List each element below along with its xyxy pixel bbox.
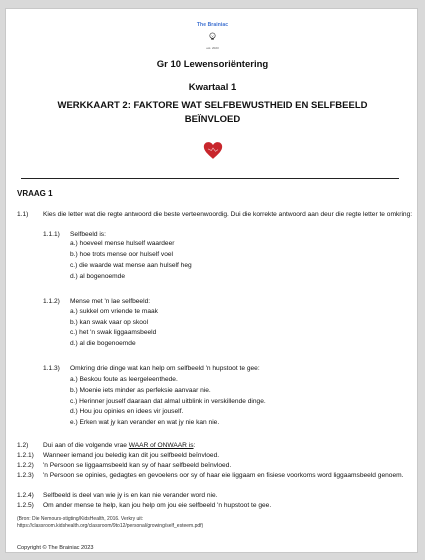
q1-2-4-number: 1.2.4) [17, 492, 34, 499]
option-item: c.) die waarde wat mense aan hulself heg [70, 262, 192, 269]
term-title: Kwartaal 1 [188, 82, 237, 93]
logo-tagline: est. 2023 [206, 46, 219, 50]
statement-item: Selfbeeld is deel van wie jy is en kan nie verander word nie. [43, 492, 218, 499]
q1-2-1-number: 1.2.1) [17, 452, 34, 459]
q1-2-instruction-suffix: : [193, 442, 196, 449]
option-item: d.) Hou jou opinies en idees vir jouself. [70, 408, 184, 415]
q1-1-1-stem: Selfbeeld is: [70, 231, 106, 238]
grade-title: Gr 10 Lewensoriëntering [156, 59, 269, 70]
brainiac-logo [6, 22, 419, 50]
option-item: c.) Herinner jouself daaraan dat almal uitblink in verskillende dinge. [70, 398, 266, 405]
option-item: a.) hoeveel mense hulself waardeer [70, 240, 175, 247]
option-item: b.) Moenie iets minder as perfeksie aanvaar nie. [70, 387, 211, 394]
option-item: b.) kan swak vaar op skool [70, 319, 149, 326]
worksheet-page [5, 8, 418, 553]
q1-2-instruction-emphasis: WAAR of ONWAAR is [128, 442, 194, 449]
lightbulb-logo-icon [208, 32, 217, 41]
q1-1-2-stem: Mense met 'n lae selfbeeld: [70, 298, 151, 305]
statement-item: 'n Persoon se opinies, gedagtes en gevoelens oor sy of haar eie liggaam en fisiese voorkoms word liggaamsbeeld genoem. [43, 472, 404, 479]
statement-item: Wanneer iemand jou beledig kan dit jou selfbeeld beïnvloed. [43, 452, 220, 459]
divider [21, 178, 399, 179]
section-heading: VRAAG 1 [17, 189, 53, 198]
option-item: e.) Erken wat jy kan verander en wat jy nie kan nie. [70, 419, 220, 426]
option-item: a.) sukkel om vriende te maak [70, 308, 158, 315]
source-url: https://classroom.kidshealth.org/classroom/9to12/personal/growing/self_esteem.pdf) [17, 523, 204, 529]
option-item: d.) al bogenoemde [70, 273, 125, 280]
statement-item: Om ander mense te help, kan jou help om jou eie selfbeeld 'n hupstoot te gee. [43, 502, 272, 509]
q1-1-3-stem: Omkring drie dinge wat kan help om selfbeeld 'n hupstoot te gee: [70, 365, 260, 372]
statement-item: 'n Persoon se liggaamsbeeld kan sy of haar selfbeeld beïnvloed. [43, 462, 232, 469]
q1-2-2-number: 1.2.2) [17, 462, 34, 469]
option-item: b.) hoe trots mense oor hulself voel [70, 251, 173, 258]
option-item: a.) Beskou foute as leergeleenthede. [70, 376, 178, 383]
heart-icon [203, 141, 223, 160]
option-item: c.) het 'n swak liggaamsbeeld [70, 329, 157, 336]
logo-name: The Brainiac [196, 22, 229, 28]
q1-2-instruction [43, 441, 195, 450]
q1-1-instruction: Kies die letter wat die regte antwoord die beste verteenwoordig. Dui die korrekte antwoord aan deur die regte letter te omkring: [43, 211, 413, 218]
q1-1-2-number: 1.1.2) [43, 298, 60, 305]
q1-2-5-number: 1.2.5) [17, 502, 34, 509]
q1-1-1-number: 1.1.1) [43, 231, 60, 238]
q1-2-instruction-prefix: Dui aan of die volgende vrae [43, 442, 127, 449]
worksheet-title: WERKKAART 2: FAKTORE WAT SELFBEWUSTHEID EN SELFBEELD BEÏNVLOED [57, 100, 368, 125]
q1-1-3-number: 1.1.3) [43, 365, 60, 372]
option-item: d.) al die bogenoemde [70, 340, 136, 347]
q1-1-number: 1.1) [17, 211, 29, 218]
copyright-footer: Copyright © The Brainiac 2023 [17, 545, 94, 551]
q1-2-3-number: 1.2.3) [17, 472, 34, 479]
source-citation: (Bron: Die Nemours-stigting/KidsHealth, 2016. Verkry uit: [17, 516, 144, 522]
q1-2-number: 1.2) [17, 442, 29, 449]
